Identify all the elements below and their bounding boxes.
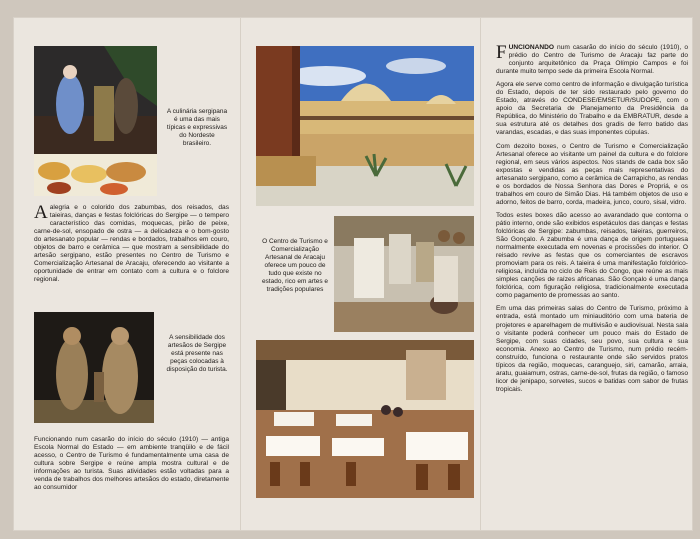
main-article bbox=[496, 44, 688, 399]
panel-right bbox=[482, 18, 692, 530]
photo-artesaos bbox=[34, 312, 154, 423]
panel-left bbox=[14, 18, 238, 530]
panel-middle bbox=[242, 18, 478, 530]
paragraph-2: Agora ele serve como centro de informação e divulgação turística do Estado, depois de ter sido restaurado pelo governo do Estado, através do CONDESE/EMSETUR/SUDOPE, com o apoio da Secretaria de Planejamento da Presidência da República, do Ministério do Trabalho e da EMBRATUR, desde a sua estrutura até os detalhes dos gradis de ferro batido das varandas, escadas, e das suas imponentes cúpulas. bbox=[496, 81, 688, 137]
paragraph-1 bbox=[496, 44, 688, 76]
fold-line-right bbox=[480, 18, 481, 530]
paragraph-4: Todos estes boxes dão acesso ao avarandado que contorna o pátio interno, onde são exibidos espetáculos das danças e festas folclóricas de Sergipe: zabumbas, reisados, taieiras, guerreiros, São Gonçalo. A zabumba é uma dança de origem portuguesa normalmente executada em novenas e procissões do interior. O reisado revive as festas que os comerciantes de escravos promoviam para os reis. A taieira é uma manifestação folclórico-religiosa, incluída no ciclo de Reis do Congo, que reúne as mais simples canções de raízes africanas. São Gonçalo é uma dança folclórica, com figuração religiosa, tradicionalmente executada como pagamento de promessas ao santo. bbox=[496, 211, 688, 300]
bottom-text: Funcionando num casarão do início do século (1910) — antiga Escola Normal do Estado — em ambiente tranqüilo e de fácil acesso, o Centro de Turismo é fundamentalmente uma casa de cultura sobre Sergipe e reúne ampla mostra cultural e de informações ao turista. Suas atividades estão voltadas para a venda de trabalhos dos melhores artesãos do estado, diretamente ao consumidor bbox=[34, 436, 229, 492]
photo-casarao bbox=[256, 46, 474, 206]
caption-centro: O Centro de Turismo e Comercialização Artesanal de Aracaju oferece um pouco de tudo que existe no estado, rico em artes e tradições populares bbox=[261, 238, 329, 293]
paragraph-3: Com dezoito boxes, o Centro de Turismo e Comercialização Artesanal oferece ao visitante um painel da cultura e do folclore regional, em seus vários aspectos. Nos stands de cada box são expostas e vendidas as peças mais representativas do artesanato sergipano, como a cerâmica de Carrapicho, as rendas e os bordados de Nossa Senhora das Dores e Propriá, e os trabalhos em couro de Simão Dias. Há também objetos de uso e adorno, feitos de barro, corda, madeira, junco, couro, sisal, vidro. bbox=[496, 142, 688, 206]
caption-culinaria: A culinária sergipana é uma das mais típicas e expressivas do Nordeste brasileiro. bbox=[166, 108, 228, 147]
fold-line-left bbox=[240, 18, 241, 530]
lead-word: UNCIONANDO bbox=[508, 44, 555, 51]
paragraph-1-body: num casarão do início do século (1910), o prédio do Centro de Turismo de Aracaju faz parte do conjunto arquitetônico da Praça Olímpio Campos e foi durante muito tempo sede da primeira Escola Normal. bbox=[496, 44, 688, 76]
paragraph-5: Em uma das primeiras salas do Centro de Turismo, próximo à entrada, está montado um miniauditório com uma bateria de projetores e aparelhagem de multivisão e audiovisual. Nesta sala o visitante poderá conhecer um pouco mais do Estado de Sergipe, com suas cidades, seu povo, sua cultura e sua economia. Anexo ao Centro de Turismo, num prédio recém-construído, funciona o restaurante onde são servidos pratos típicos da região, moquecas, caranguejo, siri, camarão, arraia, aratu, guaiamum, ostras, carne-de-sol, frutas da região, o famoso licor de jenipapo, sorvetes, sucos e batidas com sabor de frutas tropicais. bbox=[496, 305, 688, 393]
intro-text bbox=[34, 204, 229, 284]
caption-artesaos: A sensibilidade dos artesãos de Sergipe está presente nas peças colocadas à disposição do turista. bbox=[166, 334, 228, 373]
photo-culinaria bbox=[34, 46, 157, 196]
photo-artesanato bbox=[334, 216, 474, 332]
photo-restaurante bbox=[256, 340, 474, 498]
dropcap-f: F bbox=[496, 42, 507, 63]
intro-text-body: alegria e o colorido dos zabumbas, dos reisados, das taieiras, danças e festas folclóricas do Sergipe — o tempero característico das comidas, moquecas, pirão de peixe, carne-de-sol, ensopado de ostra — a delicadeza e o bom-gosto do artesanato popular — rendas e bordados, trabalhos em couro, objetos de barro e cerâmica — que mostram a sensibilidade do artesão sergipano, estão presentes no Centro de Turismo e Comercialização Artesanal de Aracaju, oferecendo ao visitante a oportunidade de entrar em contato com a cultura e o folclore regional. bbox=[34, 204, 229, 284]
dropcap-a: A bbox=[34, 202, 48, 223]
brochure-sheet bbox=[14, 18, 692, 530]
